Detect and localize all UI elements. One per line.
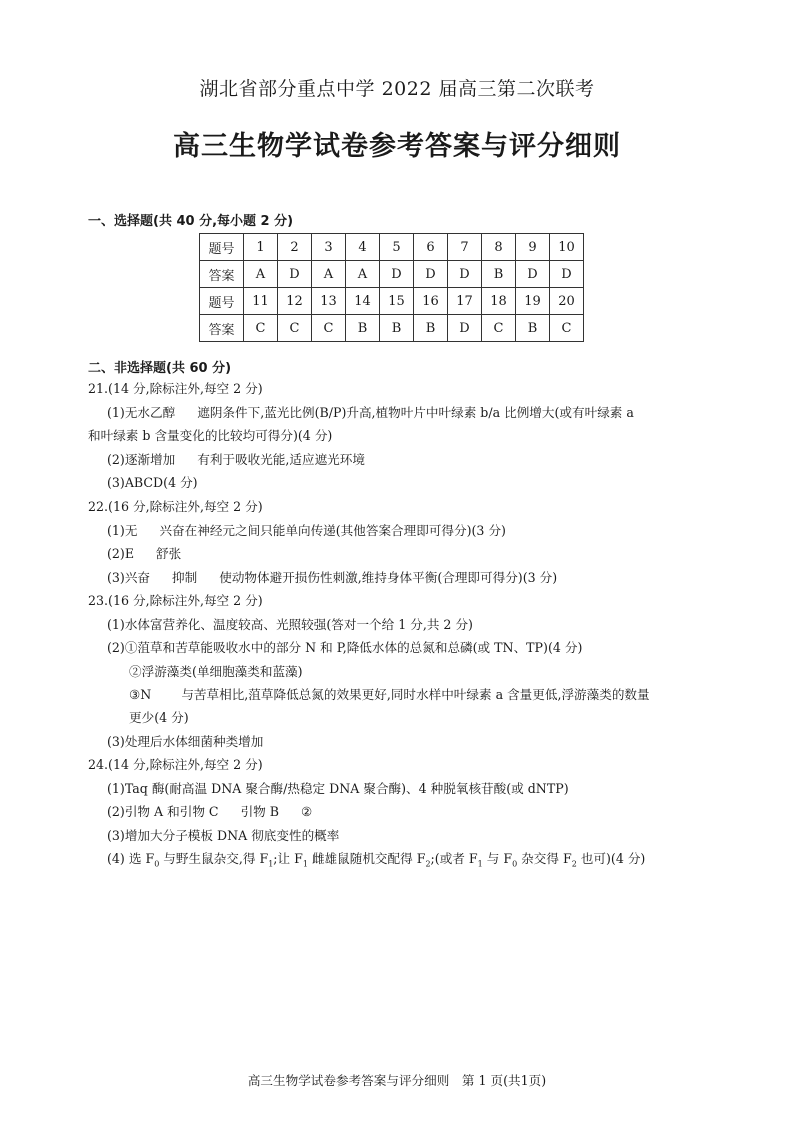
answer-text: 舒张 [156,546,182,561]
table-cell: B [414,315,448,342]
table-row [200,234,584,261]
table-cell: 4 [346,234,380,261]
question-21-part3: (3)ABCD(4 分) [107,475,198,490]
answer-text: 也可)(4 分) [576,851,646,866]
table-cell: 14 [346,288,380,315]
table-row [200,288,584,315]
exam-subtitle: 湖北省部分重点中学 2022 届高三第二次联考 [199,78,595,100]
question-23-part2c [129,687,650,703]
question-22-header: 22.(16 分,除标注外,每空 2 分) [88,499,263,514]
answer-text: ;(或者 F [430,851,478,866]
question-23-part3: (3)处理后水体细菌种类增加 [107,734,264,749]
answer-text: 与野生鼠杂交,得 F [159,851,269,866]
question-24-part2 [107,804,312,820]
answer-text: ③N [129,687,152,702]
table-row [200,315,584,342]
table-cell: B [516,315,550,342]
subscript: 1 [268,859,274,869]
subscript: 0 [512,859,518,869]
question-23-header: 23.(16 分,除标注外,每空 2 分) [88,593,263,608]
answer-text: 使动物体避开损伤性刺激,维持身体平衡(合理即可得分)(3 分) [219,570,558,585]
section-heading-nonchoice: 二、非选择题(共 60 分) [88,361,232,376]
answer-text: 兴奋在神经元之间只能单向传递(其他答案合理即可得分)(3 分) [159,523,506,538]
table-cell: C [482,315,516,342]
table-cell: A [244,261,278,288]
table-cell: C [278,315,312,342]
question-22-part3 [107,570,557,586]
table-cell: 11 [244,288,278,315]
answer-text: 杂交得 F [517,851,572,866]
table-cell: D [278,261,312,288]
answer-text: ;让 F [273,851,303,866]
table-cell: 20 [550,288,584,315]
answer-text: 抑制 [172,570,198,585]
answer-text: 雌雄鼠随机交配得 F [307,851,426,866]
table-cell: 1 [244,234,278,261]
question-21-part1-cont: 和叶绿素 b 含量变化的比较均可得分)(4 分) [88,428,333,443]
answer-text: 与 F [482,851,513,866]
subscript: 2 [425,859,431,869]
question-24-part3: (3)增加大分子模板 DNA 彻底变性的概率 [107,828,340,843]
subscript: 0 [154,859,160,869]
question-22-part1 [107,523,506,539]
subscript: 2 [571,859,577,869]
row-label: 题号 [200,234,244,261]
table-cell: 7 [448,234,482,261]
row-label: 答案 [200,315,244,342]
answer-text: (1)无水乙醇 [107,405,176,420]
table-cell: 3 [312,234,346,261]
answer-text: 遮阴条件下,蓝光比例(B/P)升高,植物叶片中叶绿素 b/a 比例增大(或有叶绿素 a [197,405,634,420]
answer-text: (1)无 [107,523,138,538]
page-title: 高三生物学试卷参考答案与评分细则 [173,131,621,162]
table-cell: C [550,315,584,342]
question-23-part1: (1)水体富营养化、温度较高、光照较强(答对一个给 1 分,共 2 分) [107,617,473,632]
table-cell: A [312,261,346,288]
question-23-part2c-cont: 更少(4 分) [129,710,189,725]
answer-text: 与苦草相比,菹草降低总氮的效果更好,同时水样中叶绿素 a 含量更低,浮游藻类的数量 [181,687,650,702]
row-label: 题号 [200,288,244,315]
answer-text: 引物 B [240,804,280,819]
row-label: 答案 [200,261,244,288]
table-cell: D [414,261,448,288]
table-cell: 19 [516,288,550,315]
table-cell: 18 [482,288,516,315]
question-24-part1: (1)Taq 酶(耐高温 DNA 聚合酶/热稳定 DNA 聚合酶)、4 种脱氧核苷酸(或 dNTP) [107,781,569,796]
table-cell: C [312,315,346,342]
question-21-part2 [107,452,365,468]
answer-text: ② [301,804,313,819]
table-cell: C [244,315,278,342]
question-24-part4 [107,851,645,873]
table-cell: 17 [448,288,482,315]
table-cell: 12 [278,288,312,315]
table-cell: D [448,261,482,288]
answer-text: (2)引物 A 和引物 C [107,804,219,819]
subscript: 1 [477,859,483,869]
table-cell: 5 [380,234,414,261]
table-cell: 8 [482,234,516,261]
table-cell: B [346,315,380,342]
question-24-header: 24.(14 分,除标注外,每空 2 分) [88,757,263,772]
table-cell: 16 [414,288,448,315]
table-cell: 2 [278,234,312,261]
answer-text: (3)兴奋 [107,570,151,585]
table-cell: D [448,315,482,342]
subscript: 1 [302,859,308,869]
question-21-header: 21.(14 分,除标注外,每空 2 分) [88,381,263,396]
table-cell: 15 [380,288,414,315]
choice-answer-table [199,233,584,342]
table-cell: D [380,261,414,288]
table-cell: 10 [550,234,584,261]
table-cell: D [516,261,550,288]
table-cell: B [482,261,516,288]
page-footer: 高三生物学试卷参考答案与评分细则 第 1 页(共1页) [247,1073,547,1088]
table-cell: 9 [516,234,550,261]
section-heading-choice: 一、选择题(共 40 分,每小题 2 分) [88,214,294,229]
answer-text: (4) 选 F [107,851,155,866]
table-cell: 13 [312,288,346,315]
answer-text: (2)E [107,546,135,561]
table-cell: B [380,315,414,342]
question-21-part1 [107,405,634,421]
answer-text: (2)逐渐增加 [107,452,176,467]
question-23-part2b: ②浮游藻类(单细胞藻类和蓝藻) [129,664,303,679]
table-cell: A [346,261,380,288]
table-cell: 6 [414,234,448,261]
table-cell: D [550,261,584,288]
table-row [200,261,584,288]
question-22-part2 [107,546,181,562]
answer-text: 有利于吸收光能,适应遮光环境 [197,452,365,467]
question-23-part2a: (2)①菹草和苦草能吸收水中的部分 N 和 P,降低水体的总氮和总磷(或 TN、TP)(4 分) [107,640,583,655]
